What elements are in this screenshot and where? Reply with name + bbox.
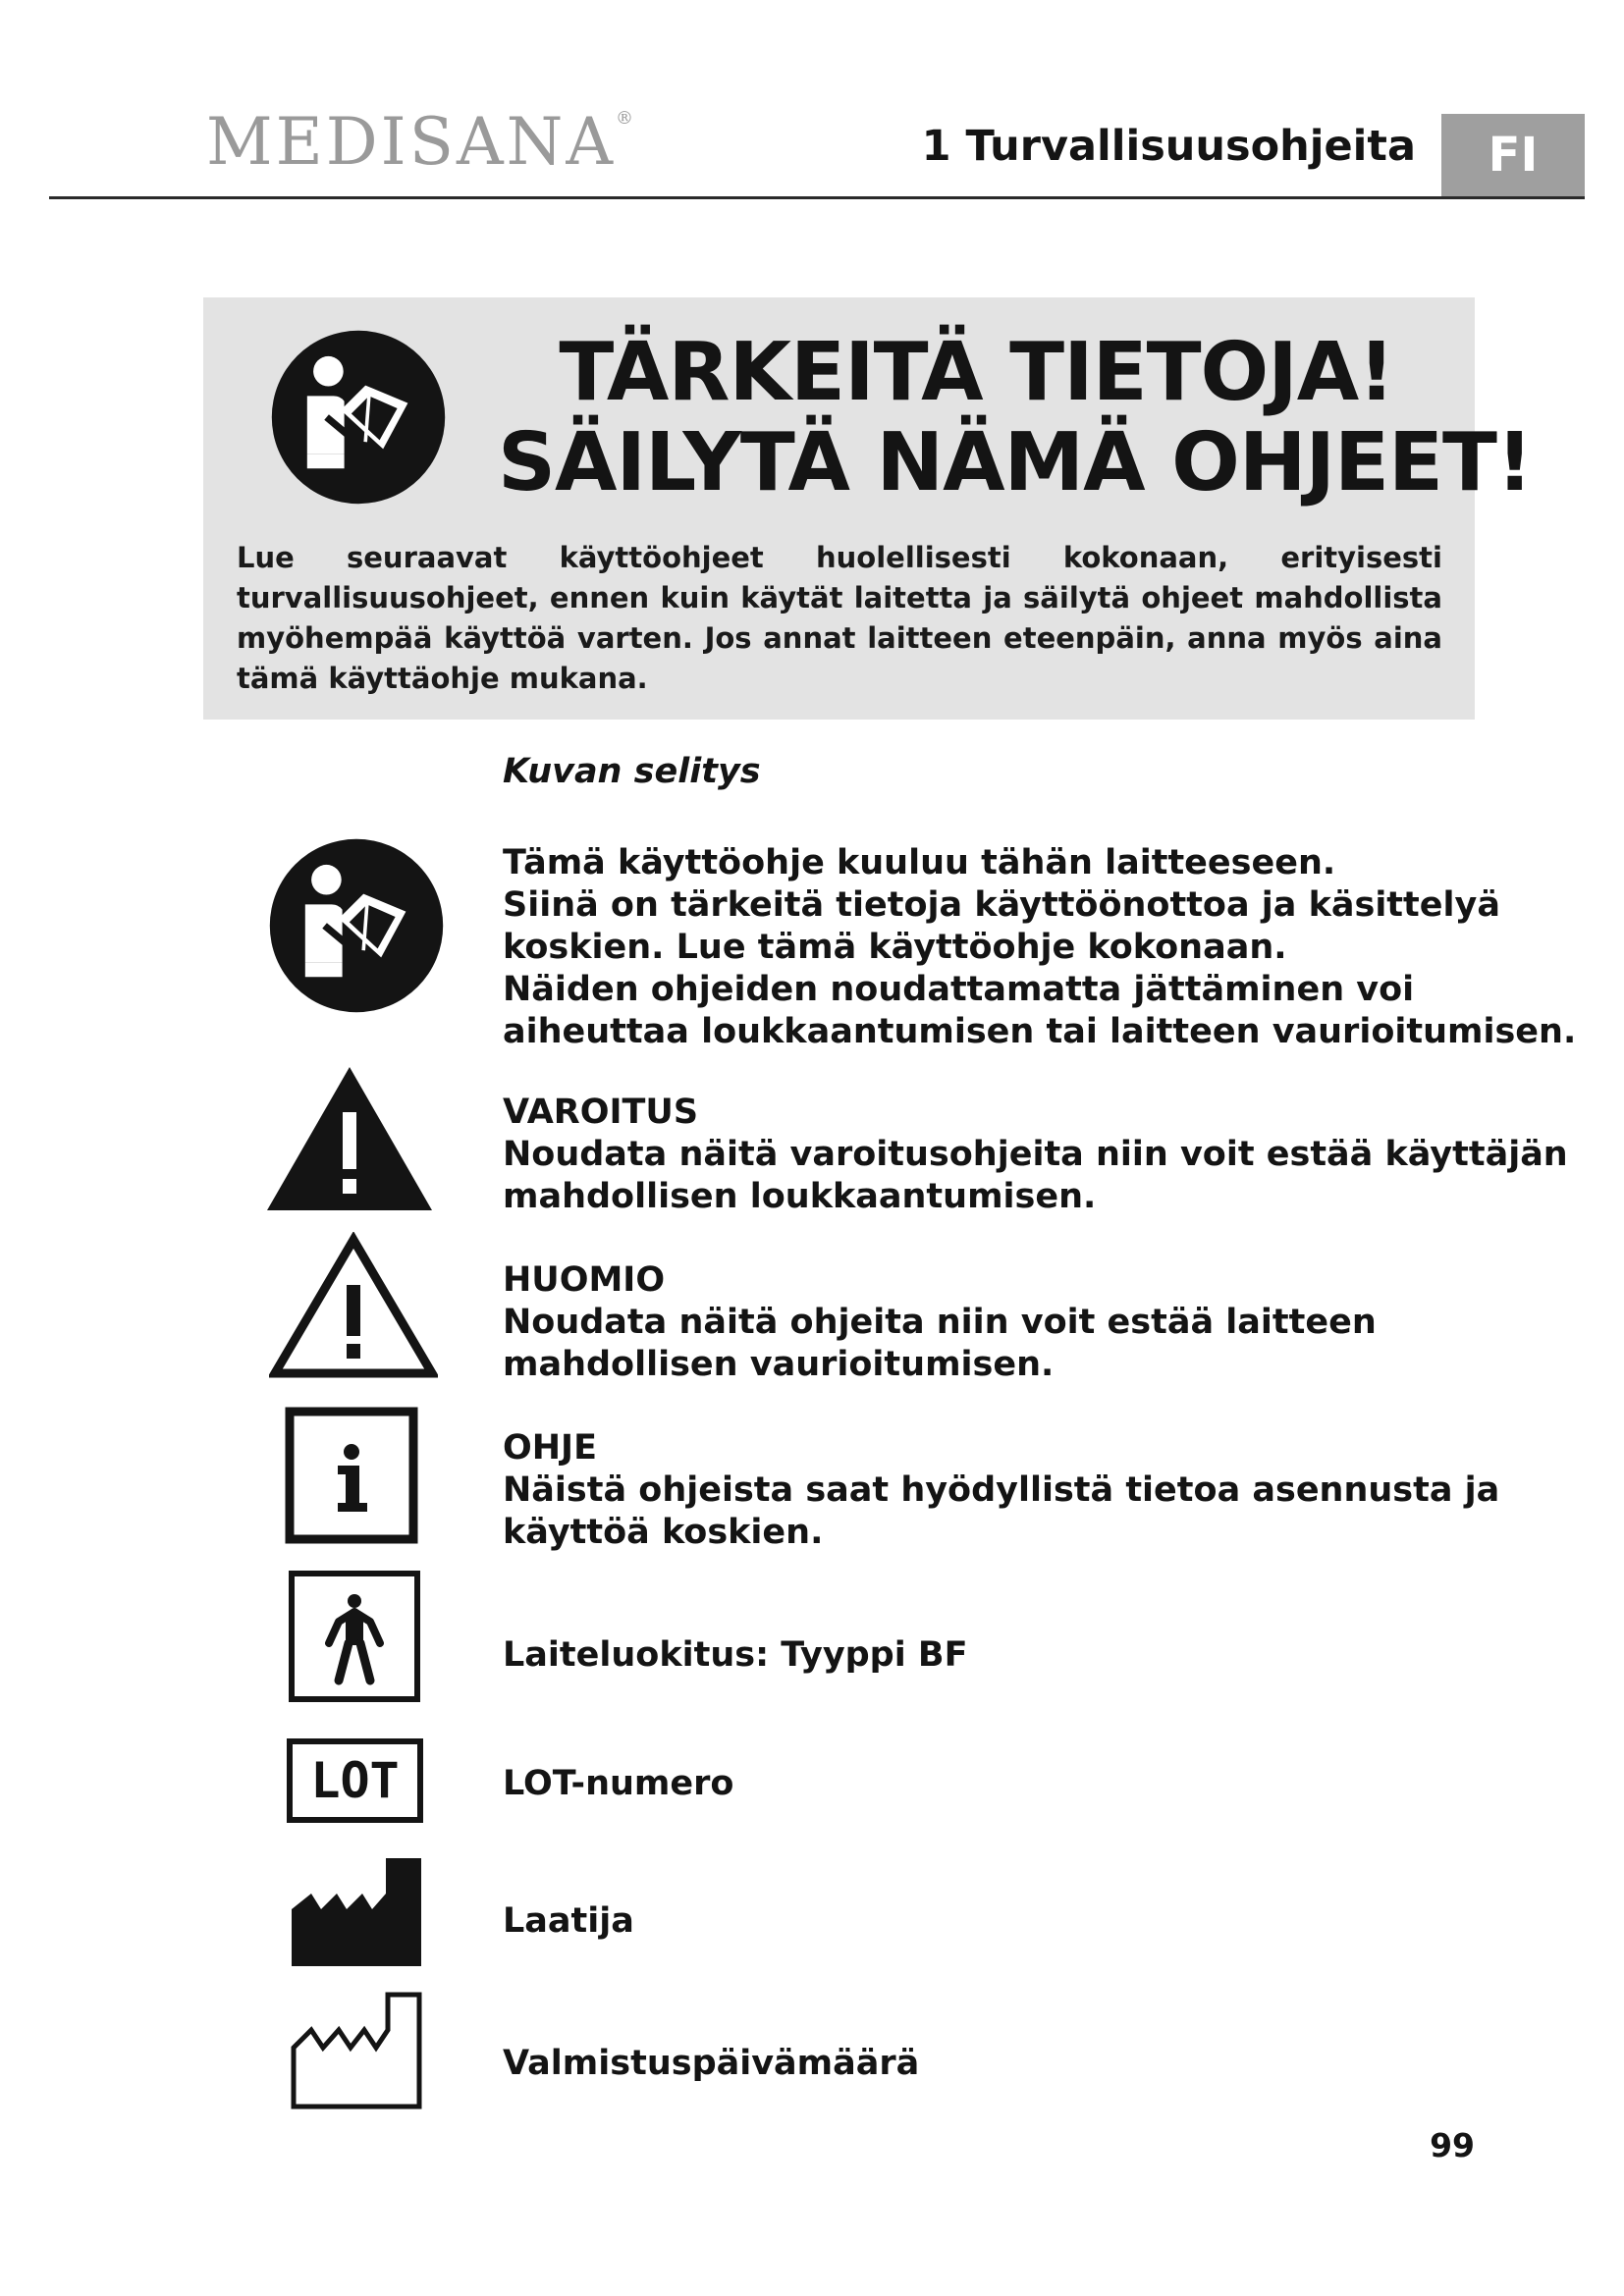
legend-item-manufacture-date <box>503 2043 1485 2085</box>
warning-label: VAROITUS <box>503 1093 699 1132</box>
legend-item-info <box>503 1427 1500 1554</box>
page-number: 99 <box>1430 2126 1475 2164</box>
legend-line: mahdollisen loukkaantumisen. <box>503 1177 1097 1216</box>
lot-icon <box>287 1738 423 1823</box>
section-title: 1 Turvallisuusohjeita <box>921 122 1416 171</box>
legend-item-caution <box>503 1259 1485 1386</box>
info-label: OHJE <box>503 1428 597 1468</box>
legend-line: LOT-numero <box>503 1764 734 1803</box>
legend-line: käyttöä koskien. <box>503 1513 824 1552</box>
legend-line: Noudata näitä ohjeita niin voit estää laitteen <box>503 1303 1377 1342</box>
caution-label: HUOMIO <box>503 1260 666 1300</box>
headline-important: TÄRKEITÄ TIETOJA! <box>559 326 1394 419</box>
legend-line: mahdollisen vaurioitumisen. <box>503 1345 1055 1384</box>
caution-outline-icon <box>269 1232 438 1379</box>
read-manual-icon <box>270 329 447 506</box>
language-badge: FI <box>1441 114 1585 196</box>
legend-line: Laiteluokitus: Tyyppi BF <box>503 1635 968 1675</box>
legend-line: Noudata näitä varoitusohjeita niin voit estää käyttäjän <box>503 1135 1568 1174</box>
legend-line: koskien. Lue tämä käyttöohje kokonaan. <box>503 928 1287 967</box>
registered-mark: ® <box>616 108 634 129</box>
legend-item-manual <box>503 842 1577 1053</box>
warning-filled-icon <box>265 1065 434 1212</box>
legend-line: aiheuttaa loukkaantumisen tai laitteen vaurioitumisen. <box>503 1012 1577 1051</box>
legend-item-lot <box>503 1763 1485 1805</box>
type-bf-icon <box>289 1571 420 1702</box>
legend-title: Kuvan selitys <box>503 752 761 791</box>
read-manual-icon <box>268 837 445 1014</box>
legend-item-type-bf <box>503 1634 1485 1677</box>
legend-line: Näistä ohjeista saat hyödyllistä tietoa asennusta ja <box>503 1470 1500 1510</box>
legend-line: Valmistuspäivämäärä <box>503 2044 920 2083</box>
headline-keep-instructions: SÄILYTÄ NÄMÄ OHJEET! <box>498 416 1533 509</box>
legend-line: Tämä käyttöohje kuuluu tähän laitteeseen. <box>503 843 1336 882</box>
info-box-body: Lue seuraavat käyttöohjeet huolellisesti kokonaan, erityisesti turvallisuusohjeet, ennen kuin käytät laitetta ja säilytä ohjeet mahdollista myöhempää käyttöä varten. Jos annat laitteen eteenpäin, anna myös aina tämä käyttäohje mukana. <box>237 541 1442 695</box>
legend-line: Näiden ohjeiden noudattamatta jättäminen voi <box>503 970 1415 1009</box>
medisana-logo: MEDISANA® <box>206 104 634 180</box>
legend-item-manufacturer <box>503 1900 1485 1943</box>
manufacture-date-icon <box>290 1987 423 2110</box>
info-icon <box>285 1407 418 1544</box>
legend-item-warning <box>503 1092 1568 1218</box>
lot-icon-label: LOT <box>310 1752 400 1809</box>
important-info-box <box>203 297 1533 720</box>
legend-line: Siinä on tärkeitä tietoja käyttöönottoa ja käsittelyä <box>503 885 1500 925</box>
header-divider <box>49 196 1585 199</box>
manufacturer-icon <box>290 1848 423 1968</box>
legend-line: Laatija <box>503 1901 634 1941</box>
